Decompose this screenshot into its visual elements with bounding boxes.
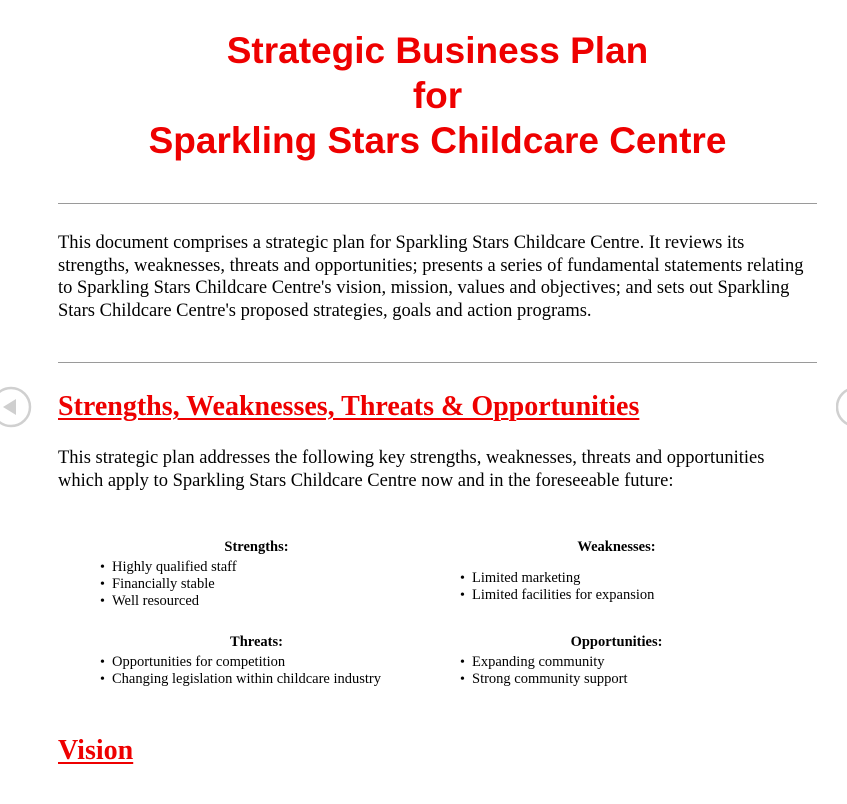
- list-item: • Well resourced: [100, 593, 413, 610]
- divider-top: [58, 203, 817, 204]
- strengths-list: [100, 559, 413, 610]
- divider-middle: [58, 362, 817, 363]
- weaknesses-title: Weaknesses:: [577, 539, 656, 555]
- threats-block: [100, 634, 413, 688]
- title-line-3: Sparkling Stars Childcare Centre: [148, 120, 727, 161]
- strengths-block: [100, 539, 413, 610]
- chevron-right-circle-icon: [836, 386, 847, 428]
- weaknesses-list: [460, 570, 773, 604]
- list-item: • Changing legislation within childcare industry: [100, 671, 413, 688]
- title-line-2: for: [412, 75, 463, 116]
- weaknesses-block: [460, 539, 773, 604]
- list-item: • Expanding community: [460, 654, 773, 671]
- previous-page-button[interactable]: [0, 386, 32, 428]
- swot-heading: Strengths, Weaknesses, Threats & Opportunities: [58, 391, 640, 422]
- list-item: • Limited facilities for expansion: [460, 587, 773, 604]
- vision-heading: Vision: [58, 735, 134, 766]
- strengths-title: Strengths:: [224, 539, 289, 555]
- threats-title: Threats:: [230, 634, 283, 650]
- list-item: • Opportunities for competition: [100, 654, 413, 671]
- opportunities-title: Opportunities:: [570, 634, 663, 650]
- chevron-left-circle-icon: [0, 386, 32, 428]
- next-page-button[interactable]: [836, 386, 847, 428]
- intro-paragraph: This document comprises a strategic plan for Sparkling Stars Childcare Centre. It reviews its strengths, weaknesses, threats and opportunities; presents a series of fundamental statements relating to Sparkling Stars Childcare Centre's vision, mission, values and objectives; and sets out Sparkling Stars Childcare Centre's proposed strategies, goals and action programs.: [58, 233, 804, 321]
- list-item: • Strong community support: [460, 671, 773, 688]
- title-line-1: Strategic Business Plan: [226, 30, 649, 71]
- list-item: • Highly qualified staff: [100, 559, 413, 576]
- swot-intro-paragraph: This strategic plan addresses the following key strengths, weaknesses, threats and opportunities which apply to Sparkling Stars Childcare Centre now and in the foreseeable future:: [58, 448, 765, 491]
- list-item: • Limited marketing: [460, 570, 773, 587]
- threats-list: [100, 654, 413, 688]
- opportunities-block: [460, 634, 773, 688]
- list-item: • Financially stable: [100, 576, 413, 593]
- opportunities-list: [460, 654, 773, 688]
- document-title: [58, 28, 817, 163]
